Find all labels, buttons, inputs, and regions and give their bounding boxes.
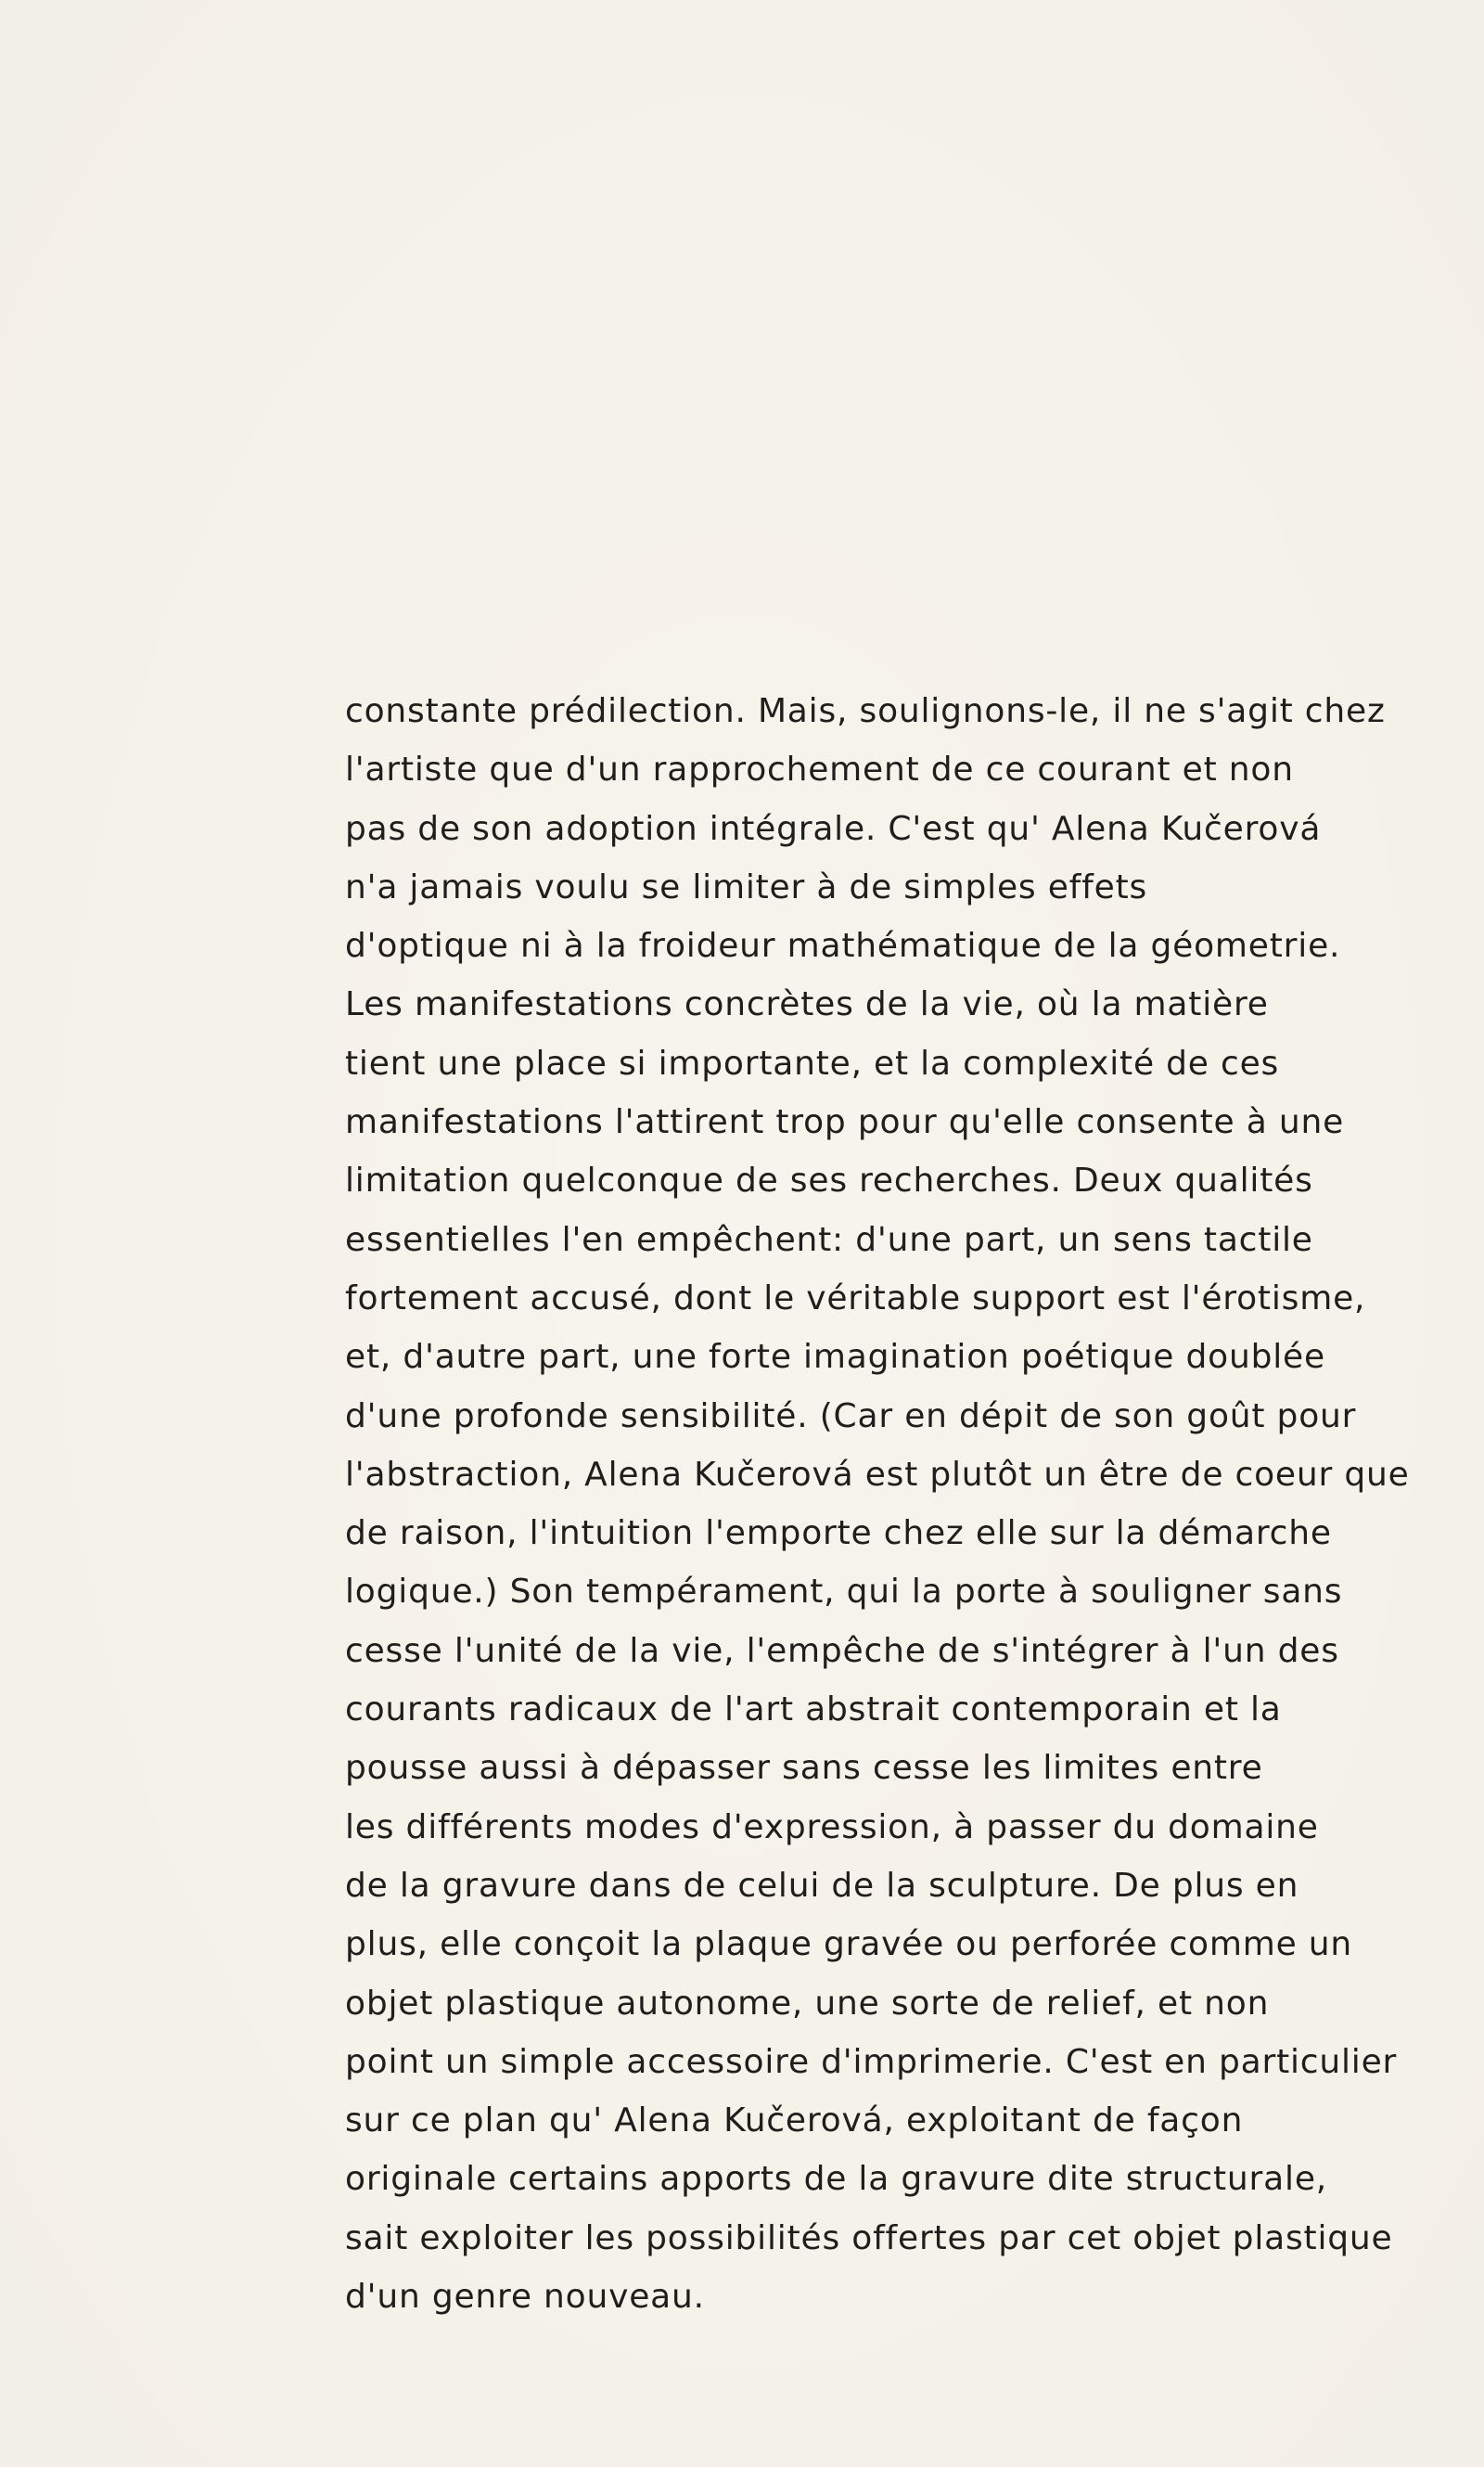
text-line: pousse aussi à dépasser sans cesse les limites entre [345,1749,1263,1788]
text-line: fortement accusé, dont le véritable support est l'érotisme, [345,1278,1366,1317]
text-line: d'un genre nouveau. [345,2278,705,2317]
text-line: de raison, l'intuition l'emporte chez elle sur la démarche [345,1514,1332,1553]
text-line: de la gravure dans de celui de la sculpture. De plus en [345,1866,1299,1905]
text-line: l'abstraction, Alena Kučerová est plutôt un être de coeur que [345,1455,1410,1494]
text-line: logique.) Son tempérament, qui la porte à souligner sans [345,1573,1343,1612]
text-line: plus, elle conçoit la plaque gravée ou perforée comme un [345,1925,1353,1964]
text-line: les différents modes d'expression, à passer du domaine [345,1807,1319,1846]
text-line: manifestations l'attirent trop pour qu'elle consente à une [345,1103,1345,1142]
text-line: tient une place si importante, et la complexité de ces [345,1044,1280,1083]
text-line: pas de son adoption intégrale. C'est qu' Alena Kučerová [345,809,1322,848]
text-line: Les manifestations concrètes de la vie, où la matière [345,985,1269,1024]
text-line: d'une profonde sensibilité. (Car en dépit de son goût pour [345,1396,1357,1435]
text-line: limitation quelconque de ses recherches. Deux qualités [345,1162,1313,1201]
text-line: point un simple accessoire d'imprimerie. C'est en particulier [345,2042,1398,2081]
text-line: objet plastique autonome, une sorte de relief, et non [345,1984,1270,2023]
text-line: n'a jamais voulu se limiter à de simples effets [345,867,1148,906]
text-line: l'artiste que d'un rapprochement de ce courant et non [345,751,1294,790]
text-line: originale certains apports de la gravure dite structurale, [345,2160,1328,2199]
text-line: d'optique ni à la froideur mathématique de la géometrie. [345,927,1341,966]
text-line: courants radicaux de l'art abstrait contemporain et la [345,1690,1282,1729]
body-text [345,682,1439,2326]
text-line: sait exploiter les possibilités offertes par cet objet plastique [345,2218,1393,2257]
text-line: et, d'autre part, une forte imagination poétique doublée [345,1338,1325,1377]
text-line: essentielles l'en empêchent: d'une part, un sens tactile [345,1220,1313,1259]
text-line: cesse l'unité de la vie, l'empêche de s'intégrer à l'un des [345,1631,1339,1670]
text-line: constante prédilection. Mais, soulignons-le, il ne s'agit chez [345,692,1386,730]
text-line: sur ce plan qu' Alena Kučerová, exploitant de façon [345,2101,1244,2140]
